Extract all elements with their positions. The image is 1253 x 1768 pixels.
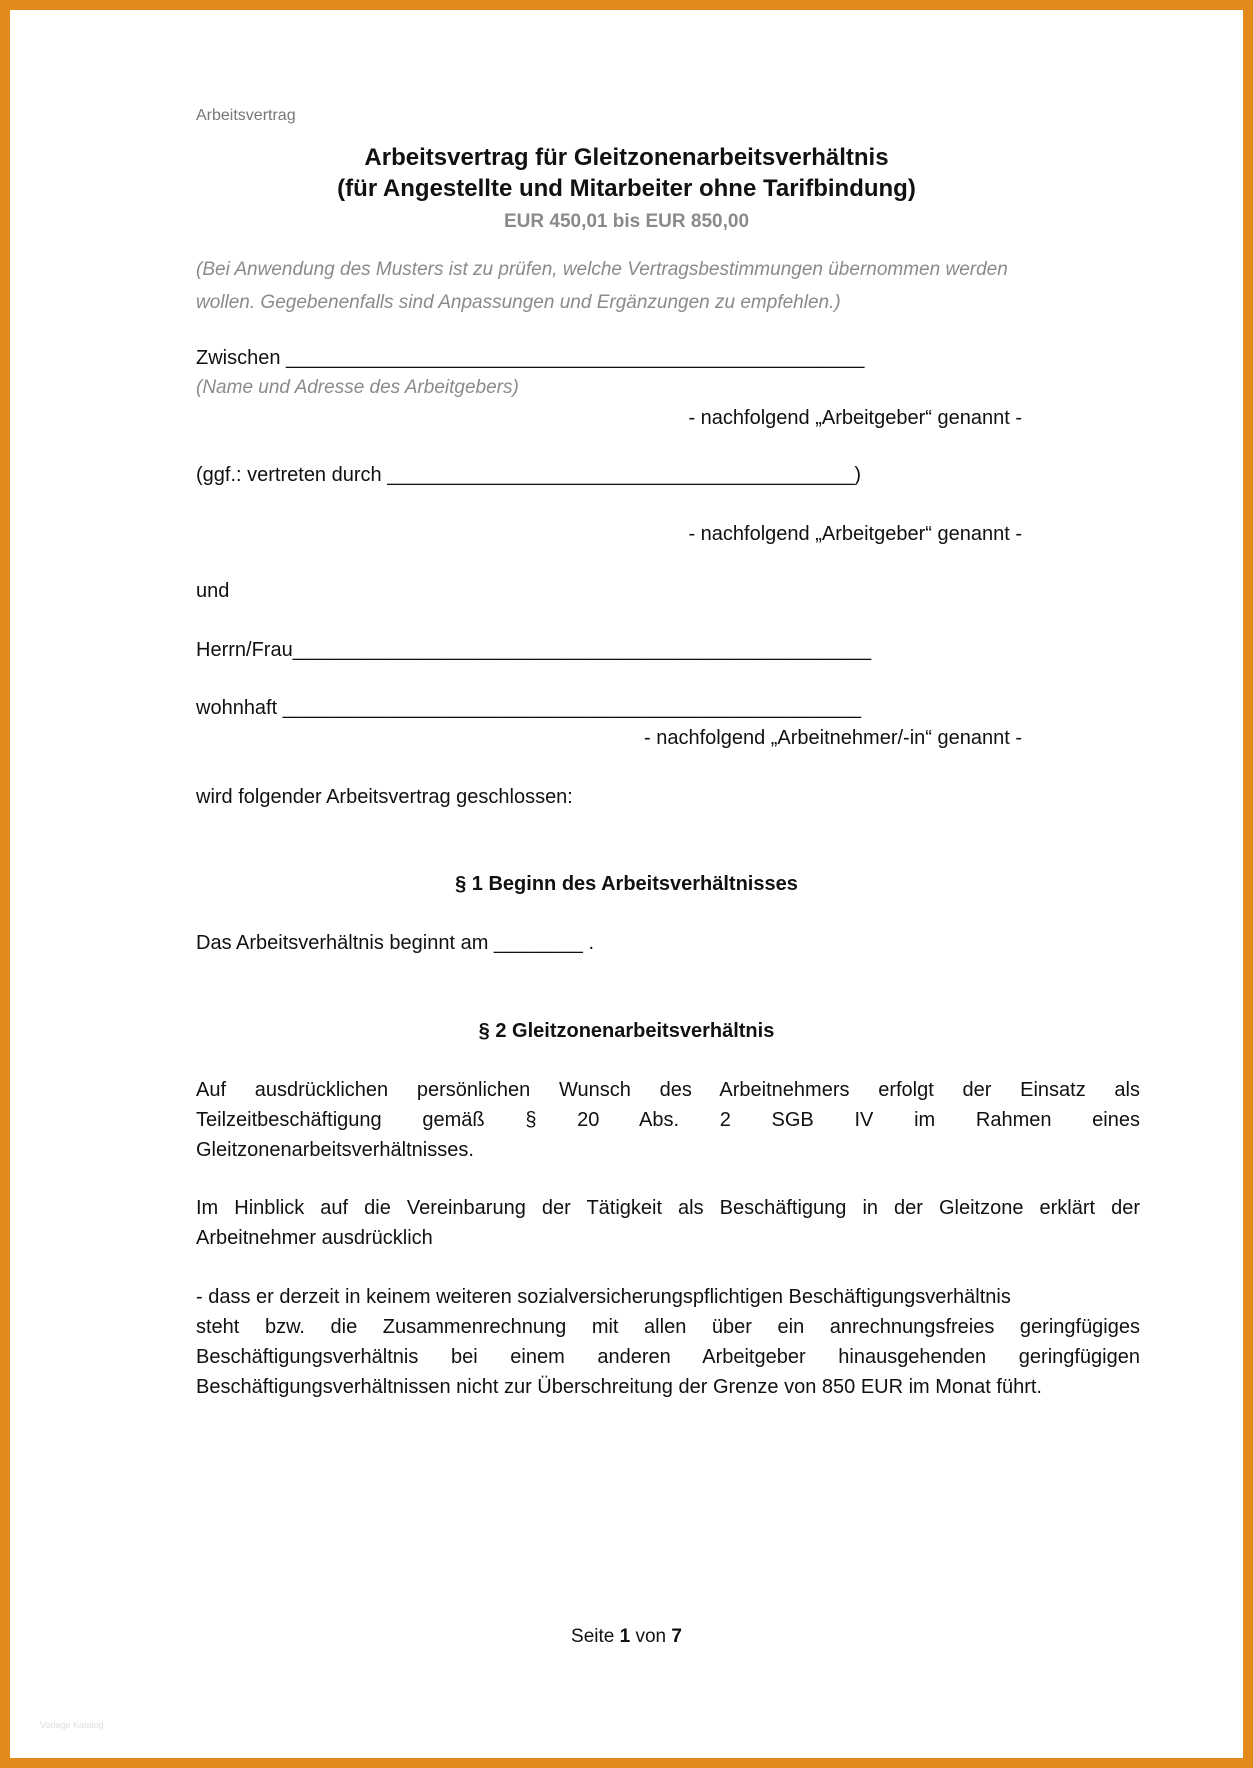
watermark: Vorlage Katalog: [40, 1720, 104, 1730]
document-title-line1: Arbeitsvertrag für Gleitzonenarbeitsverhältnis: [364, 144, 889, 171]
total-page-count: 7: [671, 1626, 682, 1647]
section2-para3-line4: Beschäftigungsverhältnissen nicht zur Überschreitung der Grenze von 850 EUR im Monat führt.: [196, 1376, 1042, 1398]
employer-line: Zwischen ____________________________________________________: [196, 347, 865, 369]
section2-para1-line3: Gleitzonenarbeitsverhältnisses.: [196, 1139, 474, 1161]
document-title-line2: (für Angestellte und Mitarbeiter ohne Tarifbindung): [337, 175, 916, 202]
employee-name-line: Herrn/Frau____________________________________________________: [196, 639, 872, 661]
usage-note-line1: (Bei Anwendung des Musters ist zu prüfen, welche Vertragsbestimmungen übernommen werden: [196, 259, 1008, 280]
and-text: und: [196, 580, 230, 602]
document-label: Arbeitsvertrag: [196, 107, 296, 124]
employer-designation-2: - nachfolgend „Arbeitgeber“ genannt -: [688, 523, 1022, 545]
section2-para3-line1: - dass er derzeit in keinem weiteren sozialversicherungspflichtigen Beschäftigungsverhältnis: [196, 1286, 1011, 1308]
footer-prefix: Seite: [571, 1626, 620, 1647]
current-page-number: 1: [619, 1626, 631, 1647]
represented-by-line: (ggf.: vertreten durch __________________________________________): [196, 464, 862, 486]
employer-designation: - nachfolgend „Arbeitgeber“ genannt -: [688, 407, 1022, 429]
employer-hint: (Name und Adresse des Arbeitgebers): [196, 377, 519, 398]
employee-designation: - nachfolgend „Arbeitnehmer/-in“ genannt -: [644, 727, 1022, 749]
footer-middle: von: [630, 1626, 672, 1647]
section2-para2-line2: Arbeitnehmer ausdrücklich: [196, 1227, 433, 1249]
section1-text: Das Arbeitsverhältnis beginnt am ________ .: [196, 932, 595, 954]
employee-address-line: wohnhaft ____________________________________________________: [196, 697, 862, 719]
section2-para1-line2: Teilzeitbeschäftigung gemäß § 20 Abs. 2 SGB IV im Rahmen eines: [196, 1109, 1140, 1131]
section2-para1-line1: Auf ausdrücklichen persönlichen Wunsch des Arbeitnehmers erfolgt der Einsatz als: [196, 1079, 1140, 1101]
section1-heading: § 1 Beginn des Arbeitsverhältnisses: [455, 873, 798, 895]
section2-para3-line3: Beschäftigungsverhältnis bei einem anderen Arbeitgeber hinausgehenden geringfügigen: [196, 1346, 1140, 1368]
section2-heading: § 2 Gleitzonenarbeitsverhältnis: [478, 1020, 775, 1042]
usage-note-line2: wollen. Gegebenenfalls sind Anpassungen und Ergänzungen zu empfehlen.): [196, 292, 841, 313]
section2-para3-line2: steht bzw. die Zusammenrechnung mit allen über ein anrechnungsfreies geringfügiges: [196, 1316, 1140, 1338]
section2-para2-line1: Im Hinblick auf die Vereinbarung der Tätigkeit als Beschäftigung in der Gleitzone erklärt der: [196, 1197, 1140, 1219]
contract-closing-text: wird folgender Arbeitsvertrag geschlossen:: [196, 786, 573, 808]
page-footer: [10, 1625, 1243, 1649]
document-page: [10, 10, 1243, 1758]
salary-range: EUR 450,01 bis EUR 850,00: [503, 211, 750, 232]
